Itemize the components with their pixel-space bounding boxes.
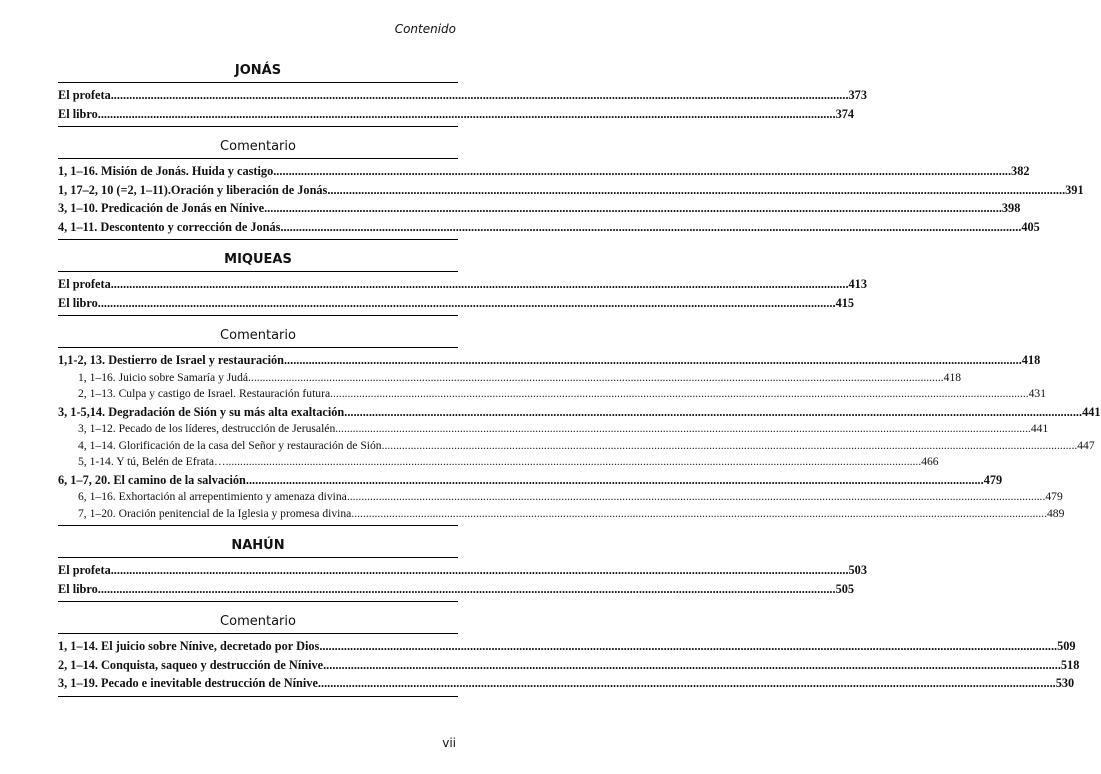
entry-label: 6, 1–7, 20. El camino de la salvación [58,472,246,487]
leader-dots [98,580,836,599]
comment-heading-nahun: Comentario [220,614,296,629]
entry-page: 373 [848,88,867,102]
entry-page: 441 [1082,404,1101,419]
leader-dots [98,294,836,313]
entry-page: 413 [848,277,867,291]
book-heading-miqueas: MIQUEAS [224,252,292,267]
entry-label: 4, 1–14. Glorificación de la casa del Señor y restauración de Sión [78,438,382,452]
entry-label: 2, 1–13. Culpa y castigo de Israel. Restauración futura. [78,387,333,400]
entry-page: 479 [1045,490,1063,503]
leader-dots [111,275,849,294]
entry-page: 441 [1030,422,1049,435]
entry-page: 398 [1001,201,1021,215]
toc-entry[interactable] [58,561,867,580]
entry-page: 374 [835,106,855,121]
toc-entry[interactable] [58,674,1075,693]
leader-dots [382,438,1078,455]
entry-page: 466 [921,455,939,468]
entry-label: 1, 17–2, 10 (=2, 1–11).Oración y liberación de Jonás [58,182,328,197]
entry-label: 3, 1–19. Pecado e inevitable destrucción de Nínive [58,676,318,690]
leader-dots [98,105,836,124]
toc-entry[interactable] [58,105,855,124]
leader-dots [273,162,1011,181]
leader-dots [318,674,1056,693]
toc-subentry[interactable] [58,506,1065,523]
entry-label: El profeta [58,563,111,577]
entry-label: 1,1-2, 13. Destierro de Israel y restauración [58,353,284,367]
entry-page: 382 [1011,164,1030,178]
entry-page: 509 [1057,639,1076,653]
comment-group-jonas [58,158,1084,240]
toc-subentry[interactable] [58,386,1047,403]
toc-subentry[interactable] [58,454,939,471]
toc-subentry[interactable] [58,421,1049,438]
leader-dots [335,421,1031,438]
book-heading-nahun: NAHÚN [231,538,285,553]
leader-dots [111,561,849,580]
toc-entry[interactable] [58,162,1030,181]
toc-entry[interactable] [58,580,855,599]
entry-label: 5, 1-14. Y tú, Belén de Efrata… [78,455,226,468]
leader-dots [327,181,1065,200]
running-head: Contenido [394,22,456,36]
entry-label: El libro [58,106,98,121]
entry-page: 391 [1065,182,1084,197]
comment-heading-miqueas: Comentario [220,328,296,343]
book-heading-jonas: JONÁS [234,63,282,78]
leader-dots [284,351,1022,370]
entry-page: 431 [1028,387,1047,400]
entry-label: 1, 1–14. El juicio sobre Nínive, decretado por Dios [58,639,320,653]
leader-dots [344,403,1082,422]
entry-page: 479 [983,472,1003,487]
entry-label: 2, 1–14. Conquista, saqueo y destrucción de Nínive [58,657,324,672]
toc-subentry[interactable] [58,438,1095,455]
entry-label: El libro [58,295,98,310]
toc-entry[interactable] [58,403,1101,422]
leader-dots [350,489,1046,506]
toc-entry[interactable] [58,351,1041,370]
leader-dots [333,386,1029,403]
intro-group-jonas [58,82,867,127]
leader-dots [264,199,1002,218]
toc-body [58,55,1101,709]
toc-subentry[interactable] [58,370,962,387]
entry-page: 530 [1055,676,1075,690]
entry-label: El libro [58,581,98,596]
page-number: vii [442,736,456,750]
leader-dots [226,454,922,471]
toc-subentry[interactable] [58,489,1063,506]
entry-page: 418 [943,370,962,384]
entry-label: 7, 1–20. Oración penitencial de la Iglesia y promesa divina [78,506,352,520]
entry-label: 1, 1–16. Misión de Jonás. Huida y castigo [58,164,274,178]
comment-group-miqueas [58,347,1101,526]
entry-label: 1, 1–16. Juicio sobre Samaría y Judá [78,370,249,384]
intro-group-miqueas [58,271,867,316]
leader-dots [319,637,1057,656]
entry-label: 4, 1–11. Descontento y corrección de Jonás. [58,219,284,234]
toc-entry[interactable] [58,656,1080,675]
entry-label: 3, 1–10. Predicación de Jonás en Nínive [58,201,265,215]
leader-dots [246,471,984,490]
entry-label: 3, 1-5,14. Degradación de Sión y su más alta exaltación [58,404,345,419]
leader-dots [323,656,1061,675]
entry-page: 505 [835,581,855,596]
comment-group-nahun [58,633,1080,697]
entry-label: El profeta [58,277,111,291]
entry-label: El profeta [58,88,111,102]
toc-entry[interactable] [58,637,1076,656]
toc-entry[interactable] [58,471,1003,490]
comment-heading-jonas: Comentario [220,139,296,154]
entry-page: 489 [1046,506,1065,520]
toc-entry[interactable] [58,294,855,313]
toc-entry[interactable] [58,218,1040,237]
leader-dots [248,370,944,387]
entry-page: 447 [1077,438,1095,452]
leader-dots [351,506,1047,523]
intro-group-nahun [58,557,867,602]
entry-page: 503 [848,563,867,577]
entry-page: 518 [1060,657,1080,672]
toc-entry[interactable] [58,199,1021,218]
entry-page: 418 [1021,353,1041,367]
toc-entry[interactable] [58,181,1084,200]
entry-label: 3, 1–12. Pecado de los líderes, destrucción de Jerusalén [78,422,336,435]
leader-dots [284,218,1022,237]
entry-page: 405 [1021,219,1040,234]
toc-entry[interactable] [58,275,867,294]
toc-entry[interactable] [58,86,867,105]
entry-label: 6, 1–16. Exhortación al arrepentimiento y amenaza divina. [78,490,350,503]
entry-page: 415 [835,295,855,310]
leader-dots [111,86,849,105]
